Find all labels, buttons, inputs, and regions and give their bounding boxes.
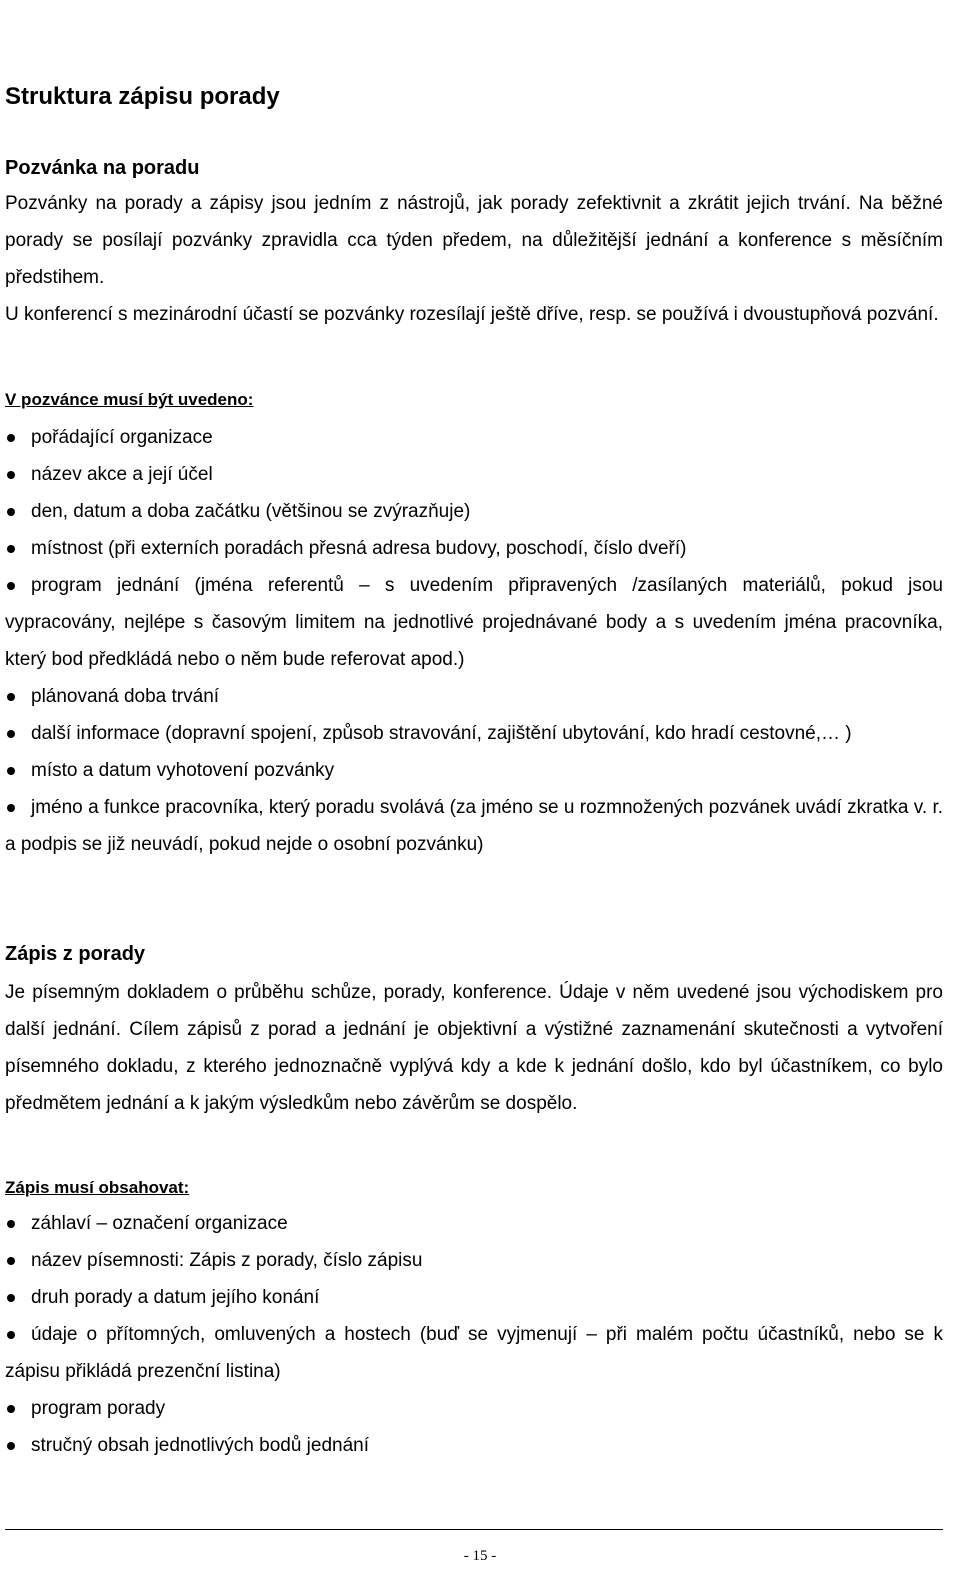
bullet-icon	[7, 508, 15, 516]
invitation-list-item-text: pořádající organizace	[31, 427, 213, 448]
page-title: Struktura zápisu porady	[5, 83, 280, 110]
bullet-icon	[7, 693, 15, 701]
minutes-contents-list	[5, 1205, 943, 1464]
bullet-icon	[7, 545, 15, 553]
minutes-list-item-text: druh porady a datum jejího konání	[31, 1287, 320, 1308]
invitation-list-item-text: program jednání (jména referentů – s uvedením připravených /zasílaných materiálů, pokud jsou vypracovány, nejlépe s časovým limitem na jednotlivé projednávané body a s uvedením jména pracovníka, který bod předkládá nebo o něm bude referovat apod.)	[5, 575, 943, 670]
invitation-list-item	[5, 715, 943, 752]
invitation-list-item	[5, 530, 943, 567]
invitation-list-label: V pozvánce musí být uvedeno:	[5, 390, 254, 409]
bullet-icon	[7, 1405, 15, 1413]
invitation-list-item-text: jméno a funkce pracovníka, který poradu svolává (za jméno se u rozmnožených pozvánek uvádí zkratka v. r. a podpis se již neuvádí, pokud nejde o osobní pozvánku)	[5, 797, 943, 855]
invitation-requirements-list	[5, 419, 943, 863]
bullet-icon	[7, 1294, 15, 1302]
minutes-list-item-text: stručný obsah jednotlivých bodů jednání	[31, 1435, 370, 1456]
invitation-paragraph-1: Pozvánky na porady a zápisy jsou jedním z nástrojů, jak porady zefektivnit a zkrátit jejich trvání. Na běžné porady se posílají pozvánky zpravidla cca týden předem, na důležitější jednání a konference s měsíčním předstihem.	[5, 193, 943, 288]
invitation-list-item-text: místo a datum vyhotovení pozvánky	[31, 760, 335, 781]
minutes-list-item	[5, 1279, 943, 1316]
bullet-icon	[7, 471, 15, 479]
invitation-list-item-text: den, datum a doba začátku (většinou se zvýrazňuje)	[31, 501, 471, 522]
invitation-list-item-text: místnost (při externích poradách přesná adresa budovy, poschodí, číslo dveří)	[31, 538, 687, 559]
invitation-list-item	[5, 493, 943, 530]
minutes-paragraph: Je písemným dokladem o průběhu schůze, porady, konference. Údaje v něm uvedené jsou východiskem pro další jednání. Cílem zápisů z porad a jednání je objektivní a výstižné zaznamenání skutečnosti a vytvoření písemného dokladu, z kterého jednoznačně vyplývá kdy a kde k jednání došlo, kdo byl účastníkem, co bylo předmětem jednání a k jakým výsledkům nebo závěrům se dospělo.	[5, 982, 943, 1114]
invitation-list-item-text: plánovaná doba trvání	[31, 686, 220, 707]
minutes-list-item	[5, 1242, 943, 1279]
bullet-icon	[7, 730, 15, 738]
bullet-icon	[7, 1257, 15, 1265]
invitation-list-item	[5, 419, 943, 456]
page-number: - 15 -	[463, 1548, 497, 1564]
minutes-list-item-text: záhlaví – označení organizace	[31, 1213, 288, 1234]
minutes-list-item-text: název písemnosti: Zápis z porady, číslo zápisu	[31, 1250, 423, 1271]
minutes-heading: Zápis z porady	[5, 943, 146, 965]
bullet-icon	[7, 804, 15, 812]
minutes-list-item	[5, 1427, 943, 1464]
minutes-list-item-text: program porady	[31, 1398, 166, 1419]
invitation-list-item	[5, 567, 943, 678]
bullet-icon	[7, 434, 15, 442]
invitation-list-item	[5, 678, 943, 715]
invitation-list-item	[5, 752, 943, 789]
bullet-icon	[7, 1331, 15, 1339]
bullet-icon	[7, 582, 15, 590]
footer-divider	[5, 1529, 943, 1530]
invitation-list-item-text: další informace (dopravní spojení, způsob stravování, zajištění ubytování, kdo hradí cestovné,… )	[31, 723, 852, 744]
bullet-icon	[7, 1220, 15, 1228]
minutes-list-item-text: údaje o přítomných, omluvených a hostech (buď se vyjmenují – při malém počtu účastníků, nebo se k zápisu přikládá prezenční listina)	[5, 1324, 943, 1382]
minutes-list-item	[5, 1316, 943, 1390]
minutes-list-item	[5, 1205, 943, 1242]
bullet-icon	[7, 1442, 15, 1450]
bullet-icon	[7, 767, 15, 775]
invitation-paragraph-2: U konferencí s mezinárodní účastí se pozvánky rozesílají ještě dříve, resp. se používá i dvoustupňová pozvání.	[5, 304, 939, 325]
invitation-heading: Pozvánka na poradu	[5, 157, 200, 179]
minutes-list-item	[5, 1390, 943, 1427]
invitation-list-item-text: název akce a její účel	[31, 464, 213, 485]
minutes-list-label: Zápis musí obsahovat:	[5, 1178, 190, 1197]
invitation-list-item	[5, 456, 943, 493]
invitation-list-item	[5, 789, 943, 863]
